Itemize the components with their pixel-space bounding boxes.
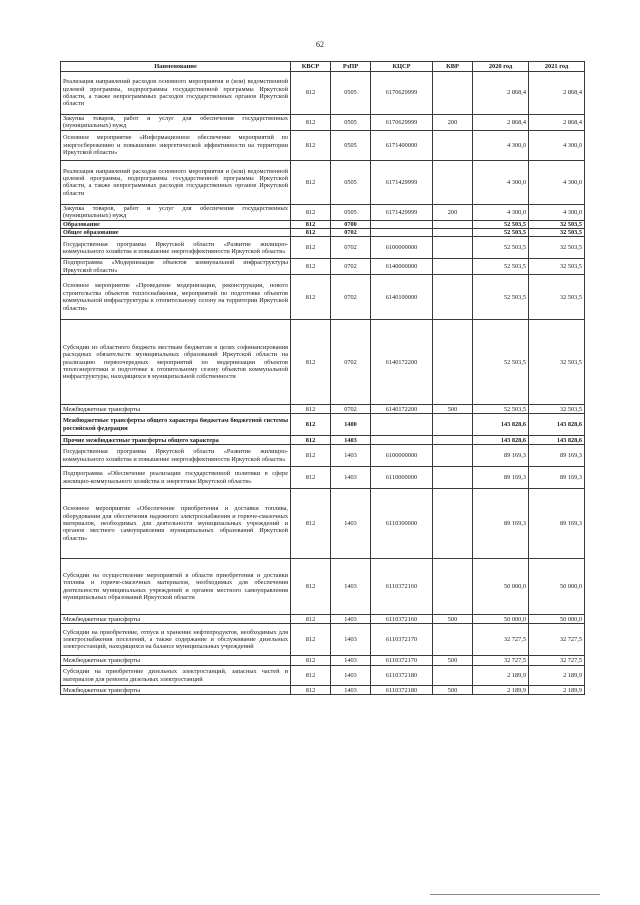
cell-kcsr: 6170629999 (371, 115, 433, 131)
cell-2021: 89 169,3 (529, 467, 585, 489)
cell-2020: 4 300,0 (473, 130, 529, 160)
cell-kvr: 500 (433, 686, 473, 695)
cell-2021: 50 000,0 (529, 615, 585, 624)
table-row (61, 160, 585, 204)
cell-kvsr: 812 (291, 436, 331, 445)
cell-2020: 52 503,5 (473, 237, 529, 259)
cell-kvr (433, 220, 473, 228)
table-row (61, 615, 585, 624)
cell-kvr (433, 259, 473, 275)
cell-name: Государственная программа Иркутской области «Развитие жилищно-коммунального хозяйства и повышение энергоэффективности Иркутской области» (61, 237, 291, 259)
cell-kcsr (371, 414, 433, 436)
table-row (61, 259, 585, 275)
cell-2020: 52 503,5 (473, 259, 529, 275)
cell-2021: 32 503,5 (529, 320, 585, 405)
header-kvr: КВР (433, 62, 473, 72)
cell-2021: 2 189,9 (529, 686, 585, 695)
cell-kvsr: 812 (291, 275, 331, 320)
cell-2020: 4 300,0 (473, 204, 529, 220)
table-header-row (61, 62, 585, 72)
cell-2020: 52 503,5 (473, 405, 529, 414)
table-row (61, 115, 585, 131)
cell-kvr: 500 (433, 615, 473, 624)
table-row (61, 204, 585, 220)
table-row (61, 229, 585, 237)
cell-2020: 4 300,0 (473, 160, 529, 204)
cell-name: Реализация направлений расходов основного мероприятия и (или) ведомственной целевой программы, подпрограммы государственной программы Иркутской области, а также непрограммных расходов государственных органов Иркутской области (61, 160, 291, 204)
cell-name: Субсидии на приобретение, отпуск и хранение нефтепродуктов, необходимых для электроснабжения поселений, а также содержание и обслуживание дизельных электростанций, находящихся на балансе муниципальных учреждений (61, 624, 291, 656)
cell-2021: 32 503,5 (529, 405, 585, 414)
cell-rzpr: 0702 (331, 229, 371, 237)
cell-kcsr: 6171400000 (371, 130, 433, 160)
cell-2021: 4 300,0 (529, 130, 585, 160)
cell-kvsr: 812 (291, 220, 331, 228)
cell-2020: 2 189,9 (473, 666, 529, 686)
table-row (61, 686, 585, 695)
cell-rzpr: 0702 (331, 405, 371, 414)
cell-2020: 2 189,9 (473, 686, 529, 695)
table-row (61, 489, 585, 559)
cell-kvr (433, 624, 473, 656)
cell-name: Межбюджетные трансферты (61, 686, 291, 695)
cell-2020: 89 169,3 (473, 445, 529, 467)
cell-name: Субсидии на приобретение дизельных электростанций, запасных частей и материалов для ремонта дизельных электростанций (61, 666, 291, 686)
cell-kvsr: 812 (291, 160, 331, 204)
cell-name: Межбюджетные трансферты общего характера бюджетам бюджетной системы российской федерации (61, 414, 291, 436)
cell-kcsr: 6100000000 (371, 445, 433, 467)
cell-name: Субсидии на осуществление мероприятий в области приобретения и доставки топлива и горюче-смазочных материалов, необходимых для обеспечения деятельности муниципальных учреждений и органов местного самоуправления муниципальных образований Иркутской области (61, 559, 291, 615)
cell-kvr (433, 160, 473, 204)
cell-name: Подпрограмма «Модернизация объектов коммунальной инфраструктуры Иркутской области» (61, 259, 291, 275)
cell-name: Закупка товаров, работ и услуг для обеспечения государственных (муниципальных) нужд (61, 204, 291, 220)
cell-kvr (433, 436, 473, 445)
cell-name: Межбюджетные трансферты (61, 405, 291, 414)
cell-2021: 32 503,5 (529, 220, 585, 228)
cell-2020: 89 169,3 (473, 467, 529, 489)
cell-name: Общее образование (61, 229, 291, 237)
cell-name: Межбюджетные трансферты (61, 615, 291, 624)
cell-kvsr: 812 (291, 686, 331, 695)
cell-kvsr: 812 (291, 405, 331, 414)
cell-2020: 89 169,3 (473, 489, 529, 559)
table-row (61, 72, 585, 115)
cell-kcsr (371, 229, 433, 237)
cell-kvsr: 812 (291, 115, 331, 131)
cell-kvr: 200 (433, 115, 473, 131)
cell-kcsr: 6110372160 (371, 559, 433, 615)
cell-rzpr: 0700 (331, 220, 371, 228)
cell-kcsr: 6110372160 (371, 615, 433, 624)
cell-rzpr: 1403 (331, 445, 371, 467)
cell-name: Прочие межбюджетные трансферты общего характера (61, 436, 291, 445)
header-name: Наименование (61, 62, 291, 72)
cell-rzpr: 1403 (331, 624, 371, 656)
cell-name: Подпрограмма «Обеспечение реализации государственной политики в сфере жилищно-коммунального хозяйства и энергетики Иркутской области» (61, 467, 291, 489)
table-row (61, 220, 585, 228)
cell-kvsr: 812 (291, 615, 331, 624)
cell-rzpr: 1403 (331, 436, 371, 445)
cell-kvr (433, 666, 473, 686)
cell-kcsr: 6140172200 (371, 405, 433, 414)
table-row (61, 130, 585, 160)
cell-name: Основное мероприятие «Обеспечение приобретения и доставки топлива, оборудования для обеспечения надежного электроснабжения и горюче-смазочных материалов, необходимых для деятельности муниципальных учреждений и органов местного самоуправления муниципальных образований Иркутской области» (61, 489, 291, 559)
table-row (61, 445, 585, 467)
cell-name: Основное мероприятие «Проведение модернизации, реконструкции, нового строительства объектов теплоснабжения, мероприятий по подготовке объектов коммунальной инфраструктуры к отопительному сезону на территории Иркутской области» (61, 275, 291, 320)
cell-kvr (433, 414, 473, 436)
cell-rzpr: 1403 (331, 656, 371, 666)
cell-2021: 4 300,0 (529, 204, 585, 220)
cell-kvr: 500 (433, 656, 473, 666)
cell-kvr (433, 275, 473, 320)
cell-rzpr: 1403 (331, 615, 371, 624)
cell-kvr (433, 467, 473, 489)
cell-name: Реализация направлений расходов основного мероприятия и (или) ведомственной целевой программы, подпрограммы государственной программы Иркутской области, а также непрограммных расходов государственных органов Иркутской области (61, 72, 291, 115)
cell-2020: 52 503,5 (473, 220, 529, 228)
cell-rzpr: 0505 (331, 72, 371, 115)
cell-2021: 2 868,4 (529, 72, 585, 115)
header-kvsr: КВСР (291, 62, 331, 72)
cell-rzpr: 1403 (331, 467, 371, 489)
cell-2021: 143 828,6 (529, 436, 585, 445)
cell-kcsr: 6170629999 (371, 72, 433, 115)
cell-kcsr (371, 220, 433, 228)
table-row (61, 559, 585, 615)
cell-rzpr: 0505 (331, 115, 371, 131)
table-row (61, 436, 585, 445)
table-row (61, 405, 585, 414)
cell-2020: 143 828,6 (473, 414, 529, 436)
cell-2020: 143 828,6 (473, 436, 529, 445)
cell-rzpr: 1403 (331, 489, 371, 559)
cell-kcsr: 6140172200 (371, 320, 433, 405)
cell-2021: 32 503,5 (529, 259, 585, 275)
cell-kcsr: 6110300000 (371, 489, 433, 559)
cell-2021: 32 727,5 (529, 656, 585, 666)
table-row (61, 624, 585, 656)
cell-kcsr: 6110372180 (371, 666, 433, 686)
table-row (61, 275, 585, 320)
cell-2021: 4 300,0 (529, 160, 585, 204)
table-row (61, 414, 585, 436)
table-row (61, 237, 585, 259)
cell-kvsr: 812 (291, 559, 331, 615)
cell-2021: 32 503,5 (529, 229, 585, 237)
cell-rzpr: 1403 (331, 666, 371, 686)
cell-kcsr: 6110372170 (371, 656, 433, 666)
cell-kvr (433, 229, 473, 237)
cell-kvsr: 812 (291, 445, 331, 467)
cell-kcsr: 6110000000 (371, 467, 433, 489)
cell-kvr (433, 445, 473, 467)
cell-name: Государственная программа Иркутской области «Развитие жилищно-коммунального хозяйства и повышение энергоэффективности Иркутской области» (61, 445, 291, 467)
cell-name: Основное мероприятие «Информационное обеспечение мероприятий по энергосбережению и повышению энергетической эффективности на территории Иркутской области» (61, 130, 291, 160)
cell-2021: 32 503,5 (529, 275, 585, 320)
cell-rzpr: 0505 (331, 204, 371, 220)
cell-2021: 2 868,4 (529, 115, 585, 131)
page-number: 62 (316, 40, 324, 49)
cell-kcsr: 6110372170 (371, 624, 433, 656)
cell-kvsr: 812 (291, 259, 331, 275)
cell-name: Межбюджетные трансферты (61, 656, 291, 666)
cell-rzpr: 0505 (331, 130, 371, 160)
cell-rzpr: 0702 (331, 275, 371, 320)
cell-kvr (433, 320, 473, 405)
cell-2021: 89 169,3 (529, 445, 585, 467)
cell-name: Субсидии из областного бюджета местным бюджетам в целях софинансирования расходных обязательств муниципальных образований Иркутской области на реализацию первоочередных мероприятий по модернизации объектов теплоэнергетики и подготовке к отопительному сезону объектов коммунальной инфраструктуры, находящихся в муниципальной собственности (61, 320, 291, 405)
cell-2021: 32 503,5 (529, 237, 585, 259)
cell-kcsr: 6100000000 (371, 237, 433, 259)
cell-2020: 52 503,5 (473, 275, 529, 320)
cell-rzpr: 0702 (331, 259, 371, 275)
cell-2020: 50 000,0 (473, 615, 529, 624)
cell-kvsr: 812 (291, 320, 331, 405)
cell-kvsr: 812 (291, 624, 331, 656)
cell-kcsr: 6140000000 (371, 259, 433, 275)
table-body (61, 72, 585, 695)
cell-2020: 2 868,4 (473, 72, 529, 115)
cell-2020: 32 727,5 (473, 656, 529, 666)
cell-kvsr: 812 (291, 204, 331, 220)
cell-kcsr: 6140100000 (371, 275, 433, 320)
cell-2021: 50 000,0 (529, 559, 585, 615)
cell-name: Образование (61, 220, 291, 228)
header-2021: 2021 год (529, 62, 585, 72)
cell-kvr (433, 72, 473, 115)
cell-kvsr: 812 (291, 656, 331, 666)
table-row (61, 666, 585, 686)
table-row (61, 320, 585, 405)
header-rzpr: РзПР (331, 62, 371, 72)
cell-kvsr: 812 (291, 666, 331, 686)
budget-table (60, 61, 585, 695)
cell-2020: 2 868,4 (473, 115, 529, 131)
footer-line (430, 894, 600, 895)
cell-2021: 89 169,3 (529, 489, 585, 559)
cell-kvr: 500 (433, 405, 473, 414)
cell-kvsr: 812 (291, 414, 331, 436)
table-row (61, 467, 585, 489)
cell-kvsr: 812 (291, 467, 331, 489)
cell-rzpr: 0702 (331, 237, 371, 259)
cell-kvsr: 812 (291, 130, 331, 160)
cell-kvr (433, 489, 473, 559)
cell-kcsr: 6110372180 (371, 686, 433, 695)
cell-2021: 143 828,6 (529, 414, 585, 436)
cell-rzpr: 0505 (331, 160, 371, 204)
cell-name: Закупка товаров, работ и услуг для обеспечения государственных (муниципальных) нужд (61, 115, 291, 131)
cell-kvr: 200 (433, 204, 473, 220)
cell-kvr (433, 237, 473, 259)
cell-kvsr: 812 (291, 237, 331, 259)
cell-2021: 2 189,9 (529, 666, 585, 686)
cell-2020: 52 503,5 (473, 320, 529, 405)
cell-2020: 52 503,5 (473, 229, 529, 237)
header-kcsr: КЦСР (371, 62, 433, 72)
cell-rzpr: 1403 (331, 686, 371, 695)
cell-rzpr: 1403 (331, 559, 371, 615)
cell-kvr (433, 559, 473, 615)
header-2020: 2020 год (473, 62, 529, 72)
cell-kvsr: 812 (291, 72, 331, 115)
cell-2021: 32 727,5 (529, 624, 585, 656)
cell-2020: 32 727,5 (473, 624, 529, 656)
cell-kvsr: 812 (291, 489, 331, 559)
cell-kvsr: 812 (291, 229, 331, 237)
cell-2020: 50 000,0 (473, 559, 529, 615)
cell-rzpr: 0702 (331, 320, 371, 405)
cell-rzpr: 1400 (331, 414, 371, 436)
cell-kcsr: 6171429999 (371, 204, 433, 220)
cell-kvr (433, 130, 473, 160)
table-row (61, 656, 585, 666)
cell-kcsr: 6171429999 (371, 160, 433, 204)
cell-kcsr (371, 436, 433, 445)
